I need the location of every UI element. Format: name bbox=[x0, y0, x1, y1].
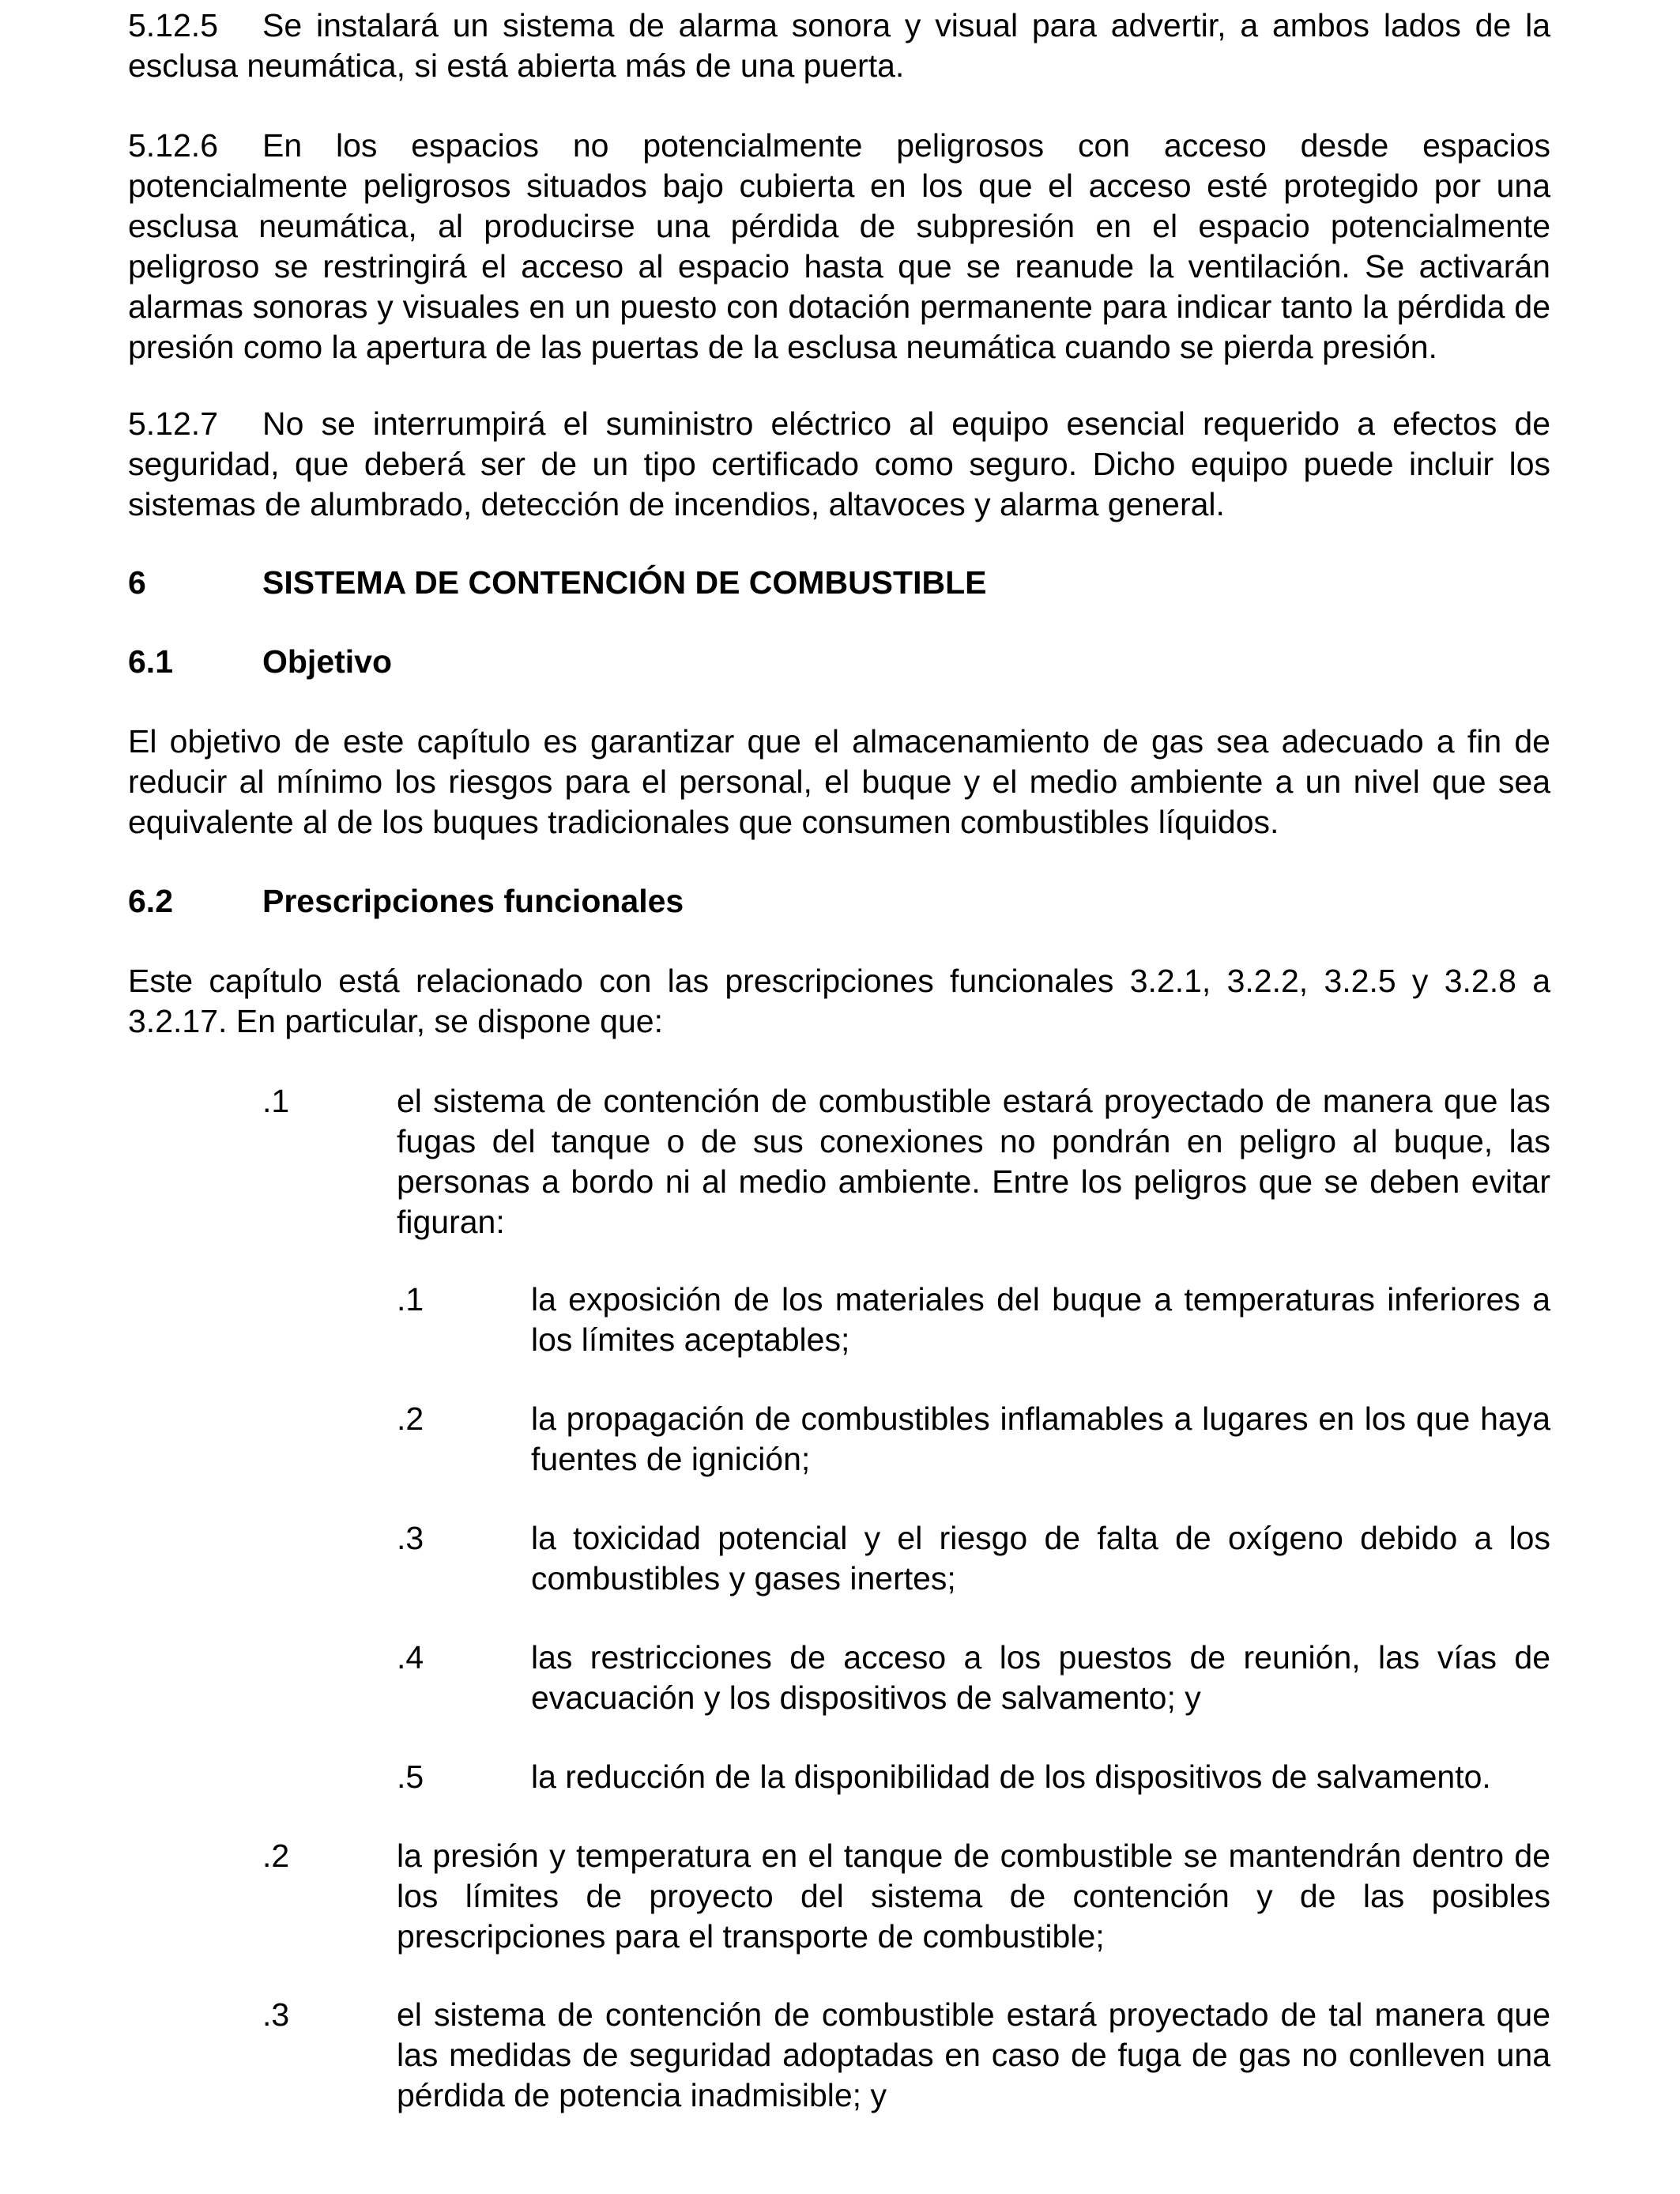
list-item-text: la presión y temperatura en el tanque de combustible se mantendrán dentro de los límites de proyecto del sistema de contención y de las posibles prescripciones para el transporte de combustible; bbox=[397, 1838, 1550, 1955]
paragraph-5-12-5 bbox=[128, 6, 1550, 86]
sub-list-item-number: .5 bbox=[397, 1759, 424, 1795]
list-item-number: .3 bbox=[262, 1996, 290, 2033]
section-title: Prescripciones funcionales bbox=[262, 883, 684, 919]
section-6-1-text: El objetivo de este capítulo es garantizar que el almacenamiento de gas sea adecuado a fin de reducir al mínimo los riesgos para el personal, el buque y el medio ambiente a un nivel que sea equivalente al de los buques tradicionales que consumen combustibles líquidos. bbox=[128, 723, 1550, 840]
section-title: Objetivo bbox=[262, 643, 393, 680]
sub-list-item-number: .1 bbox=[397, 1281, 424, 1318]
paragraph-number: 5.12.6 bbox=[128, 127, 218, 164]
sub-list-item-text: la propagación de combustibles inflamables a lugares en los que haya fuentes de ignición; bbox=[531, 1400, 1550, 1477]
sub-list-item-text: la toxicidad potencial y el riesgo de falta de oxígeno debido a los combustibles y gases inertes; bbox=[531, 1520, 1550, 1596]
chapter-number: 6 bbox=[128, 564, 146, 601]
paragraph-5-12-7 bbox=[128, 404, 1550, 525]
section-number: 6.2 bbox=[128, 883, 173, 919]
sub-list-item-text: las restricciones de acceso a los puestos de reunión, las vías de evacuación y los dispositivos de salvamento; y bbox=[531, 1639, 1550, 1716]
list-item-text: el sistema de contención de combustible estará proyectado de tal manera que las medidas de seguridad adoptadas en caso de fuga de gas no conlleven una pérdida de potencia inadmisible; y bbox=[397, 1996, 1550, 2113]
paragraph-number: 5.12.7 bbox=[128, 405, 218, 442]
paragraph-number: 5.12.5 bbox=[128, 7, 218, 43]
sub-list-item-text: la exposición de los materiales del buque a temperaturas inferiores a los límites aceptables; bbox=[531, 1281, 1550, 1358]
chapter-title: SISTEMA DE CONTENCIÓN DE COMBUSTIBLE bbox=[262, 564, 987, 601]
paragraph-text: No se interrumpirá el suministro eléctrico al equipo esencial requerido a efectos de seguridad, que deberá ser de un tipo certificado como seguro. Dicho equipo puede incluir los sistemas de alumbrado, detección de incendios, altavoces y alarma general. bbox=[128, 405, 1550, 522]
section-number: 6.1 bbox=[128, 643, 173, 680]
list-item-text: el sistema de contención de combustible estará proyectado de manera que las fugas del tanque o de sus conexiones no pondrán en peligro al buque, las personas a bordo ni al medio ambiente. Entre los peligros que se deben evitar figuran: bbox=[397, 1083, 1550, 1240]
list-item-number: .2 bbox=[262, 1838, 290, 1874]
sub-list-item-number: .4 bbox=[397, 1639, 424, 1676]
sub-list-item-text: la reducción de la disponibilidad de los dispositivos de salvamento. bbox=[531, 1759, 1491, 1795]
paragraph-5-12-6 bbox=[128, 126, 1550, 368]
section-6-2-intro: Este capítulo está relacionado con las prescripciones funcionales 3.2.1, 3.2.2, 3.2.5 y 3.2.8 a 3.2.17. En particular, se dispone que: bbox=[128, 963, 1550, 1039]
paragraph-text: Se instalará un sistema de alarma sonora y visual para advertir, a ambos lados de la esclusa neumática, si está abierta más de una puerta. bbox=[128, 7, 1550, 84]
sub-list-item-number: .2 bbox=[397, 1400, 424, 1437]
paragraph-text: En los espacios no potencialmente peligrosos con acceso desde espacios potencialmente peligrosos situados bajo cubierta en los que el acceso esté protegido por una esclusa neumática, al producirse una pérdida de subpresión en el espacio potencialmente peligroso se restringirá el acceso al espacio hasta que se reanude la ventilación. Se activarán alarmas sonoras y visuales en un puesto con dotación permanente para indicar tanto la pérdida de presión como la apertura de las puertas de la esclusa neumática cuando se pierda presión. bbox=[128, 127, 1550, 365]
list-item-number: .1 bbox=[262, 1083, 290, 1119]
sub-list-item-number: .3 bbox=[397, 1520, 424, 1556]
